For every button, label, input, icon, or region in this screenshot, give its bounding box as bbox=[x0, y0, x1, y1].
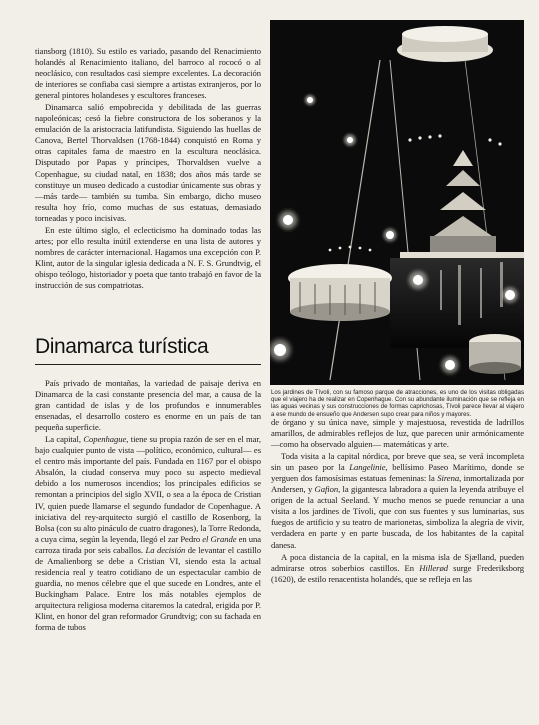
title-rule bbox=[35, 364, 261, 365]
text-run: , la gigantesca labradora a quien la leyenda atribuye el origen de la actual Seeland. Y mucho menos se puede renunciar a una visita a los jardines de Tívoli, que con sus fuentes y sus luminarias, sus fuegos de artificio y su teatro de marionetas, simboliza la alegría de vivir, verdadera en parte y en parte buscada, de los habitantes de la capital danesa. bbox=[271, 484, 524, 550]
italic-text: Sirena bbox=[437, 473, 460, 484]
fountain-pavilion bbox=[469, 334, 521, 374]
italic-text: Hillerød bbox=[419, 562, 448, 573]
paragraph bbox=[271, 552, 524, 585]
text-run: surge Frederiksborg (1620), de estilo renacentista holandés, que se refleja en las bbox=[271, 562, 525, 584]
text-run: en una carroza tirada por seis caballos. bbox=[35, 533, 262, 555]
italic-text: Langelinie bbox=[349, 462, 386, 473]
article-column-bottom bbox=[35, 378, 261, 634]
article-column-top bbox=[35, 46, 261, 292]
text-run: A poca distancia de la capital, en la misma isla de Sjælland, pueden admirarse otros soberbios castillos. En bbox=[271, 551, 524, 573]
italic-text: Copenhague bbox=[83, 434, 127, 445]
tivoli-night-photo bbox=[270, 20, 524, 385]
paragraph bbox=[271, 451, 524, 550]
paragraph: En este último siglo, el eclecticismo ha dominado todas las artes; por ello resulta inútil extenderse en una lista de autores y nombres de carácter internacional. Hagamos una excepción con P. Klint, autor de la singular iglesia dedicada a N. F. S. Grundtvig, el obispo teólogo, historiador y poeta que tanto trabajó en favor de la instrucción de sus compatriotas. bbox=[35, 224, 261, 290]
paragraph: País privado de montañas, la variedad de paisaje deriva en Dinamarca de la casi constante presencia del mar, a causa de la gran cantidad de islas y de los profundos e innumerables ensenadas, el desarrollo costero es enorme en un país de tan pequeña superficie. bbox=[35, 378, 261, 433]
paragraph: Dinamarca salió empobrecida y debilitada de las guerras napoleónicas; cesó la fiebre constructora de los soberanos y la emulación de la aristocracia latifundista. Siguiendo las huellas de Canova, Bertel Thorvaldsen (1768-1844) conquistó en Roma y otras capitales fama de maestro en la escultura neoclásica. Disputado por Papas y príncipes, Thorvaldsen vuelve a Copenhague, su ciudad natal, en 1838; dos años más tarde se constituye un museo dedicado a custodiar únicamente sus obras y —más tarde— también su tumba. Sin embargo, dicho museo resulta hoy frío, como muchas de sus estatuas, demasiado torneadas y poco incisivas. bbox=[35, 102, 261, 223]
italic-text: Gafion bbox=[314, 484, 339, 495]
italic-text: el Grande bbox=[202, 533, 237, 544]
text-run: , tiene su propia razón de ser en el mar, bajo cualquier punto de vista —político, económico, cultural— es el centro más importante del país. Fundada en 1167 por el obispo Absalón, la ciudad conserva muy poco su aspecto medieval debido a los numerosos incendios; los principales edificios se remontan a principios del siglo XVII, o sea a la época de Cristian IV, quien puede llamarse el segundo fundador de Copenhague. A iniciativa del rey-arquitecto surgió el castillo de Rosenborg, la Bolsa (con su alto pináculo de cuatro dragones), la Torre Redonda, a cuya cima, según la leyenda, llegó el zar Pedro bbox=[35, 434, 261, 544]
text-run: La capital, bbox=[45, 434, 84, 445]
illuminated-pavilion bbox=[288, 264, 392, 321]
italic-text: La decisión bbox=[145, 544, 186, 555]
text-run: , inmortalizada por Andersen, y bbox=[271, 473, 524, 495]
text-run: Toda visita a la capital nórdica, por breve que sea, se verá incompleta sin un paseo por la bbox=[271, 451, 524, 473]
photo-caption: Los jardines de Tívoli, con su famoso parque de atracciones, es uno de los visitas obligadas que el viajero ha de realizar en Copenhague. Con su abundante iluminación que se refleja en las aguas vecinas y sus construcciones de formas caprichosas, Tívoli parece llevar al viajero a ese mundo de ensueño que Andersen supo crear para niños y mayores. bbox=[271, 389, 524, 418]
tivoli-photo-illustration bbox=[270, 20, 524, 385]
paragraph: tiansborg (1810). Su estilo es variado, pasando del Renacimiento holandés al Renacimiento italiano, del barroco al rococó o al neoclásico, con resultados casi siempre excelentes. La decoración de interiores se confiaba casi siempre a artistas extranjeros, por lo general pintores holandeses y escultores franceses. bbox=[35, 46, 261, 101]
paragraph bbox=[35, 434, 261, 633]
article-column-right bbox=[271, 417, 524, 586]
text-run: de levantar el castillo de Amalienborg se debe a Cristian VI, siendo esta la actual residencia real y teatro cotidiano de un espectacular cambio de guardia, no menos célebre que el que sucede en Londres, ante el Buckingham Palace. Entre los más notables ejemplos de arquitectura religiosa moderna citaremos la catedral, erigida por P. Klint, en honor del gran reformador Grundtvig; con su fachada en forma de tubos bbox=[35, 544, 261, 633]
section-title: Dinamarca turística bbox=[35, 335, 209, 358]
text-run: , bellísimo Paseo Marítimo, donde se yerguen dos famosísimas estatuas femeninas: la bbox=[271, 462, 524, 484]
paragraph: de órgano y su única nave, simple y majestuosa, revestida de ladrillos amarillos, de admirables reflejos de luz, que parecen unir armónicamente —como ha observado alguien— matemáticas y arte. bbox=[271, 417, 524, 450]
